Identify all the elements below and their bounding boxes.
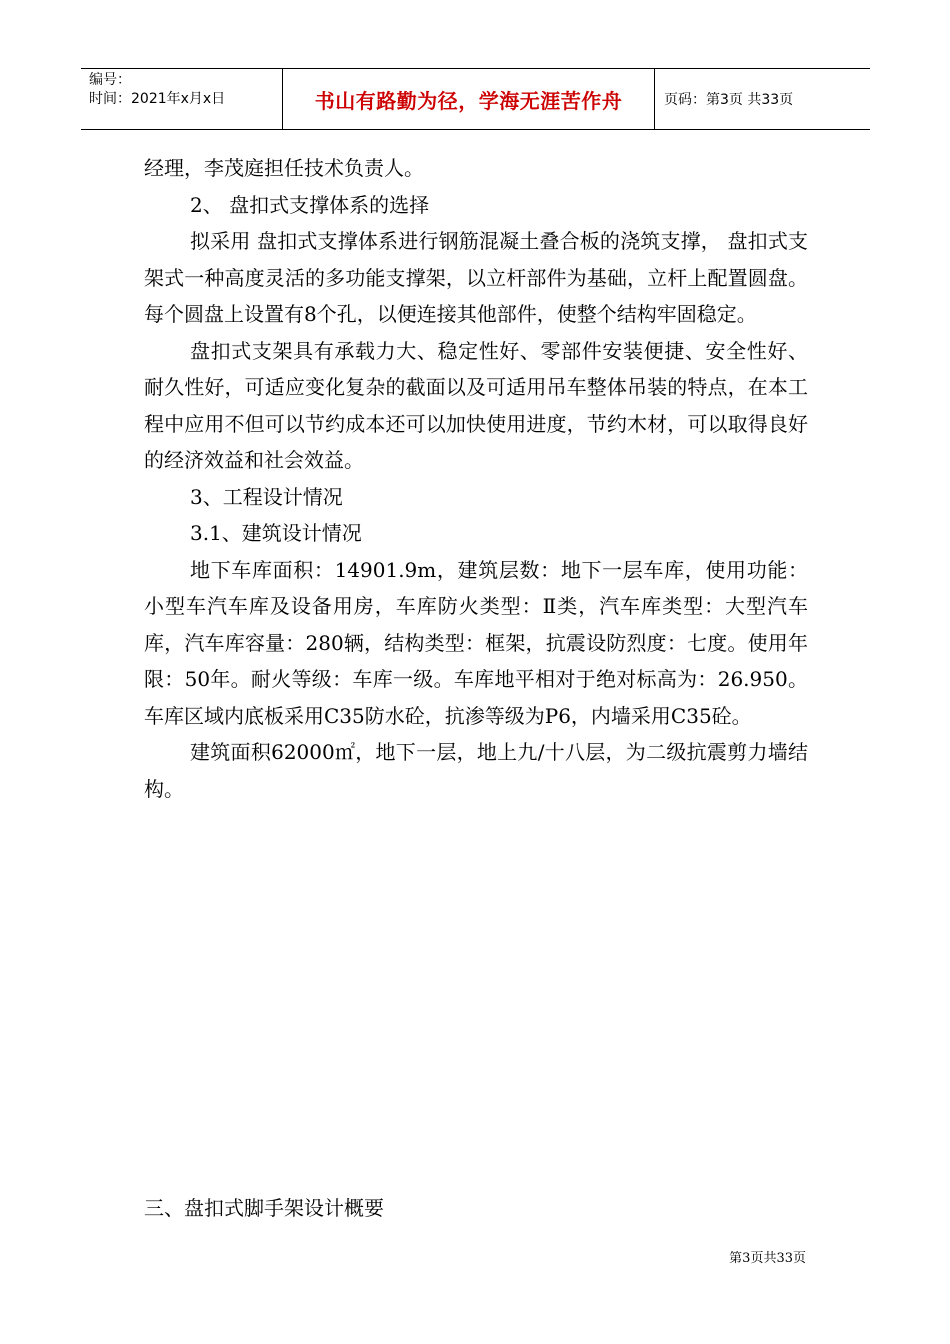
section-heading: 三、盘扣式脚手架设计概要: [144, 1196, 384, 1220]
paragraph-advantages: 盘扣式支架具有承载力大、稳定性好、零部件安装便捷、安全性好、耐久性好，可适应变化复杂的截面以及可适用吊车整体吊装的特点，在本工程中应用不但可以节约成本还可以加快使用进度，节约木材，可以取得良好的经济效益和社会效益。: [144, 338, 808, 472]
document-time-label: 时间：2021年x月x日: [89, 91, 226, 107]
header-page-number: 页码：第3页 共33页: [664, 92, 794, 108]
subheading-support-system: 2、 盘扣式支撑体系的选择: [190, 192, 430, 217]
page-header: [81, 68, 870, 130]
document-number-label: 编号：: [89, 72, 131, 88]
header-motto: 书山有路勤为径，学海无涯苦作舟: [282, 69, 655, 129]
document-body: [144, 150, 808, 807]
page-footer: 第3页共33页: [729, 1251, 806, 1266]
paragraph-building-area: 建筑面积62000㎡，地下一层，地上九/十八层，为二级抗震剪力墙结构。: [144, 740, 808, 801]
paragraph-continuation: 经理，李茂庭担任技术负责人。: [144, 156, 424, 180]
subheading-design: 3、工程设计情况: [190, 484, 343, 509]
header-meta: [81, 69, 282, 129]
paragraph-garage: 地下车库面积：14901.9m，建筑层数：地下一层车库，使用功能：小型车汽车库及设备用房，车库防火类型：Ⅱ类，汽车库类型：大型汽车库，汽车库容量：280辆，结构类型：框架，抗震设防烈度：七度。使用年限：50年。耐火等级：车库一级。车库地平相对于绝对标高为：26.950。车库区域内底板采用C35防水砼，抗渗等级为P6，内墙采用C35砼。: [144, 557, 808, 728]
paragraph-support-system: 拟采用 盘扣式支撑体系进行钢筋混凝土叠合板的浇筑支撑， 盘扣式支架式一种高度灵活的多功能支撑架，以立杆部件为基础，立杆上配置圆盘。每个圆盘上设置有8个孔，以便连接其他部件，使整个结构牢固稳定。: [144, 229, 808, 326]
subheading-architecture: 3.1、建筑设计情况: [190, 521, 362, 545]
